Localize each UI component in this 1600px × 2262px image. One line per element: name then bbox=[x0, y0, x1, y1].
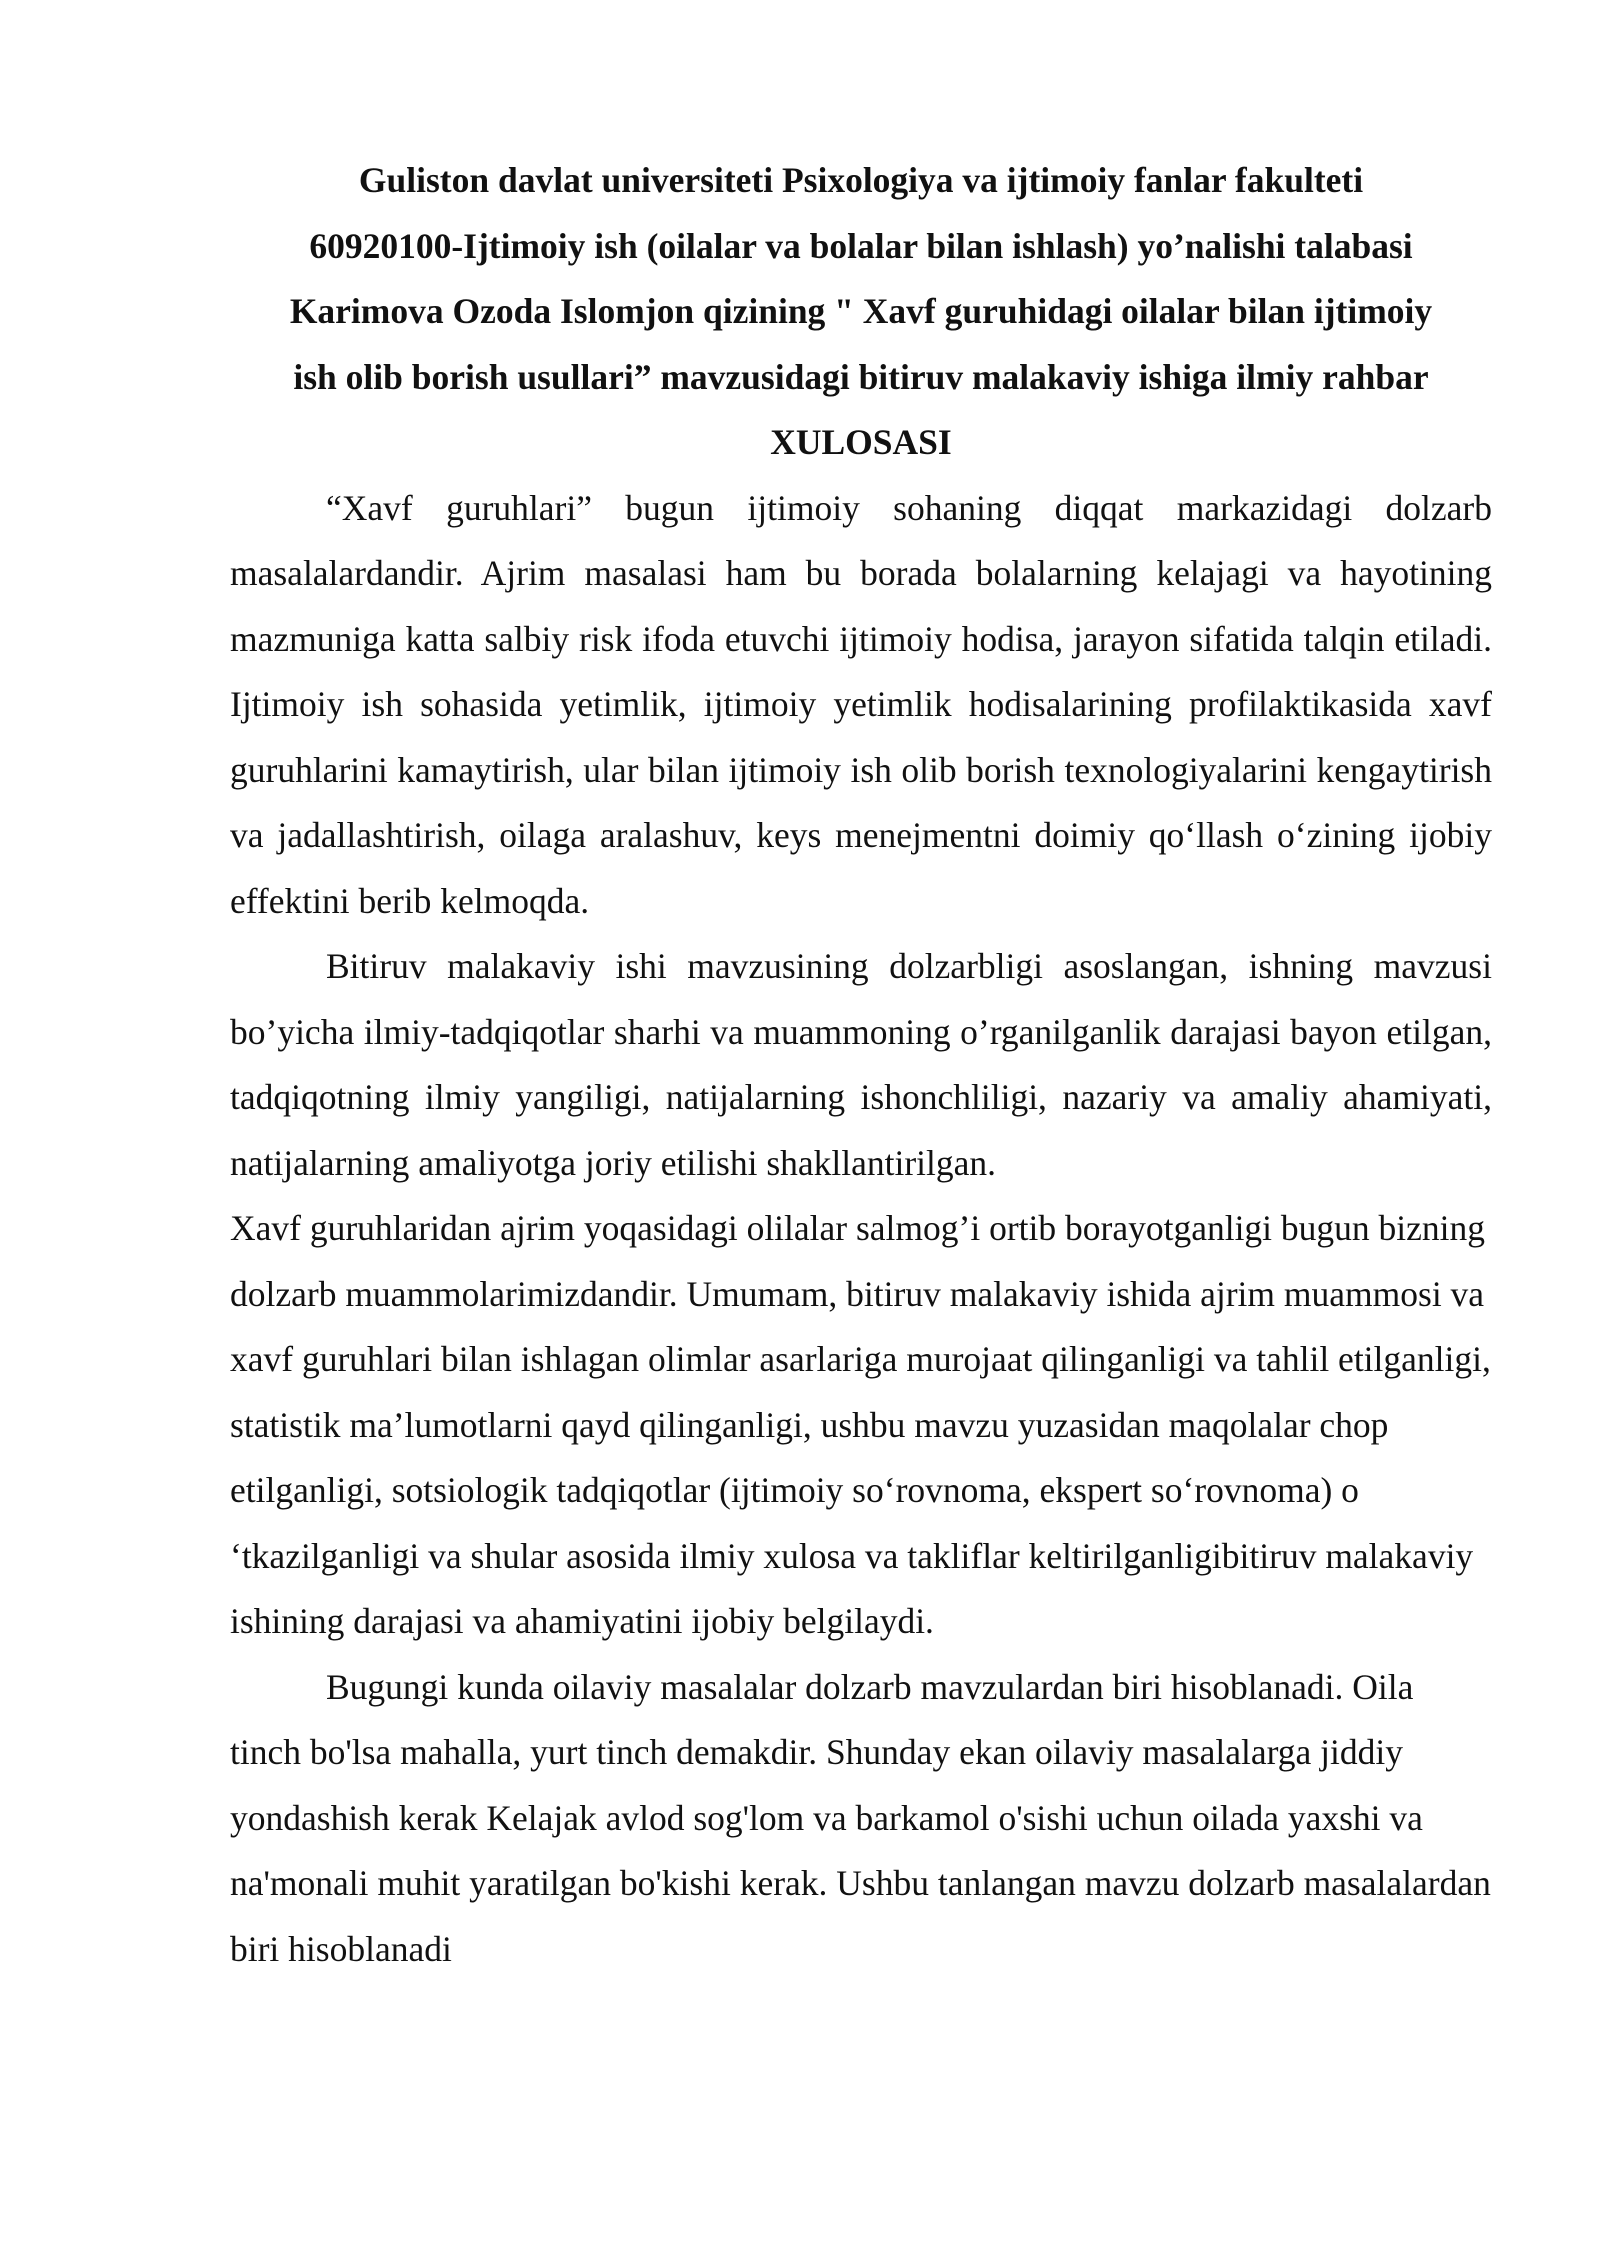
title-line-3: Karimova Ozoda Islomjon qizining " Xavf guruhidagi oilalar bilan ijtimoiy bbox=[289, 291, 1433, 331]
paragraph-1: “Xavf guruhlari” bugun ijtimoiy sohaning diqqat markazidagi dolzarb masalalardandir. Ajrim masalasi ham bu borada bolalarning kelajagi va hayotining mazmuniga katta salbiy risk ifoda etuvchi ijtimoiy hodisa, jarayon sifatida talqin etiladi. Ijtimoiy ish sohasida yetimlik, ijtimoiy yetimlik hodisalarining profilaktikasida xavf guruhlarini kamaytirish, ular bilan ijtimoiy ish olib borish texnologiyalarini kengaytirish va jadallashtirish, oilaga aralashuv, keys menejmentni doimiy qo‘llash o‘zining ijobiy effektini berib kelmoqda. bbox=[230, 487, 1492, 921]
title-line-2: 60920100-Ijtimoiy ish (oilalar va bolalar bilan ishlash) yo’nalishi talabasi bbox=[309, 225, 1413, 266]
title-line-4: ish olib borish usullari” mavzusidagi bitiruv malakaviy ishiga ilmiy rahbar bbox=[293, 356, 1429, 397]
paragraph-2: Bitiruv malakaviy ishi mavzusining dolzarbligi asoslangan, ishning mavzusi bo’yicha ilmiy-tadqiqotlar sharhi va muammoning o’rganilganlik darajasi bayon etilgan, tadqiqotning ilmiy yangiligi, natijalarning ishonchliligi, nazariy va amaliy ahamiyati, natijalarning amaliyotga joriy etilishi shakllantirilgan. bbox=[230, 946, 1492, 1183]
document-title bbox=[230, 148, 1492, 476]
document-body bbox=[230, 148, 1492, 1982]
paragraph-4: Bugungi kunda oilaviy masalalar dolzarb mavzulardan biri hisoblanadi. Oila tinch bo'lsa mahalla, yurt tinch demakdir. Shunday ekan oilaviy masalalarga jiddiy yondashish kerak Kelajak avlod sog'lom va barkamol o'sishi uchun oilada yaxshi va na'monali muhit yaratilgan bo'kishi kerak. Ushbu tanlangan mavzu dolzarb masalalardan biri hisoblanadi bbox=[230, 1666, 1491, 1969]
paragraph-3: Xavf guruhlaridan ajrim yoqasidagi olilalar salmog’i ortib borayotganligi bugun bizning dolzarb muammolarimizdandir. Umumam, bitiruv malakaviy ishida ajrim muammosi va xavf guruhlari bilan ishlagan olimlar asarlariga murojaat qilinganligi va tahlil etilganligi, statistik ma’lumotlarni qayd qilinganligi, ushbu mavzu yuzasidan maqolalar chop etilganligi, sotsiologik tadqiqotlar (ijtimoiy so‘rovnoma, ekspert so‘rovnoma) o ‘tkazilganligi va shular asosida ilmiy xulosa va takliflar keltirilganligibitiruv malakaviy ishining darajasi va ahamiyatini ijobiy belgilaydi. bbox=[230, 1208, 1491, 1641]
title-line-5: XULOSASI bbox=[770, 422, 952, 462]
title-line-1: Guliston davlat universiteti Psixologiya va ijtimoiy fanlar fakulteti bbox=[358, 160, 1364, 200]
